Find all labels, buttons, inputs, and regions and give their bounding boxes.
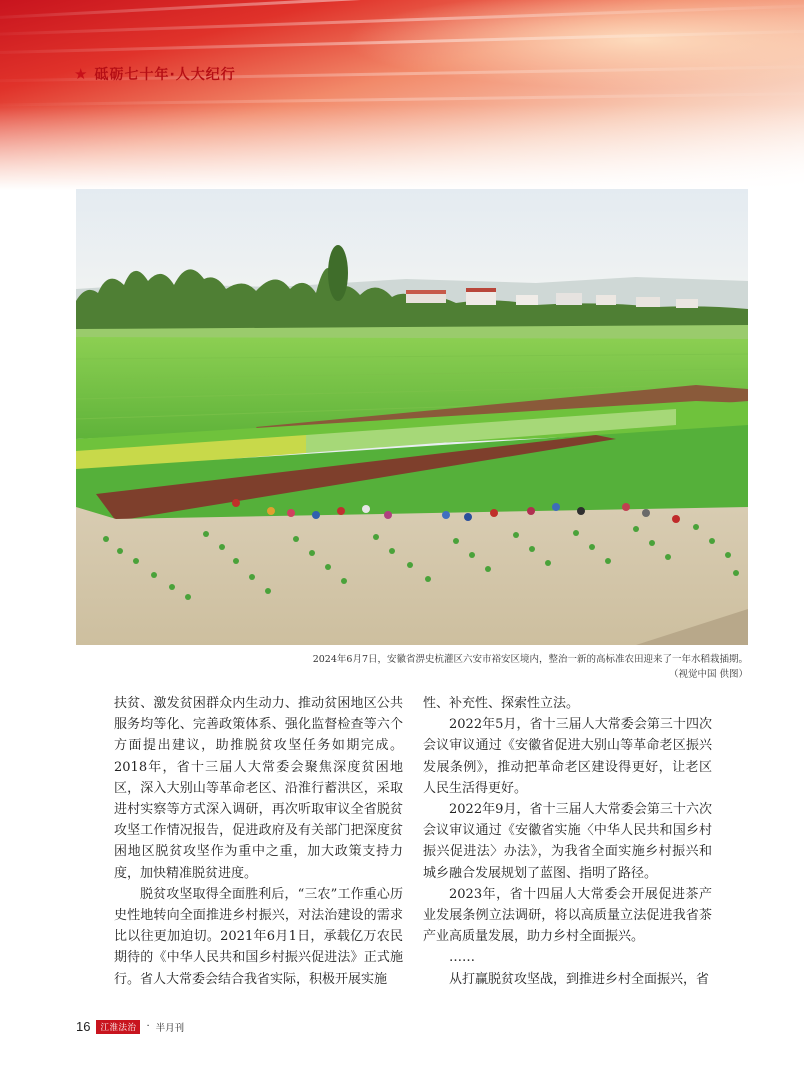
separator: · xyxy=(146,1021,150,1032)
header-banner xyxy=(0,0,804,190)
publication-frequency: 半月刊 xyxy=(155,1022,185,1034)
page-footer xyxy=(76,1019,184,1034)
paragraph: 2022年9月，省十三届人大常委会第三十六次会议审议通过《安徽省实施〈中华人民共和国乡村振兴促进法〉办法》，为我省全面实施乡村振兴和城乡融合发展规划了蓝图、指明了路径。 xyxy=(423,802,712,881)
section-title: 砥砺七十年·人大纪行 xyxy=(94,67,236,83)
paragraph: 2022年5月，省十三届人大常委会第三十四次会议审议通过《安徽省促进大别山等革命老区振兴发展条例》，推动把革命老区建设得更好，让老区人民生活得更好。 xyxy=(423,717,712,796)
caption-text: 2024年6月7日，安徽省淠史杭灌区六安市裕安区境内，整治一新的高标准农田迎来了一年水稻栽插期。 xyxy=(312,654,748,665)
paragraph: 脱贫攻坚取得全面胜利后，“三农”工作重心历史性地转向全面推进乡村振兴，对法治建设的需求比以往更加迫切。2021年6月1日，承载亿万农民期待的《中华人民共和国乡村振兴促进法》正式施行。省人大常委会结合我省实际，积极开展实施 xyxy=(114,886,403,987)
paragraph: 扶贫、激发贫困群众内生动力、推动贫困地区公共服务均等化、完善政策体系、强化监督检查等六个方面提出建议，助推脱贫攻坚任务如期完成。2018年，省十三届人大常委会聚焦深度贫困地区，深入大别山等革命老区、沿淮行蓄洪区，采取进村实察等方式深入调研，再次听取审议全省脱贫攻坚工作情况报告，促进政府及有关部门把深度贫困地区脱贫攻坚作为重中之重，加大政策支持力度，加快精准脱贫进度。 xyxy=(114,696,403,881)
decorative-streak xyxy=(0,28,804,55)
paragraph: 从打赢脱贫攻坚战，到推进乡村全面振兴，省 xyxy=(449,971,710,987)
paragraph: 2023年，省十四届人大常委会开展促进茶产业发展条例立法调研，将以高质量立法促进我省茶产业高质量发展，助力乡村全面振兴。 xyxy=(423,886,712,945)
caption-credit: （视觉中国 供图） xyxy=(668,669,748,680)
photo-caption xyxy=(76,652,748,682)
section-tag xyxy=(74,64,236,84)
flooded-paddy xyxy=(76,507,748,645)
right-column xyxy=(423,693,712,990)
paragraph: …… xyxy=(449,950,475,966)
tall-tree xyxy=(328,245,348,301)
star-icon: ★ xyxy=(74,65,89,83)
decorative-streak xyxy=(0,3,804,37)
decorative-streak xyxy=(0,91,804,107)
photo-illustration xyxy=(76,189,748,645)
left-column xyxy=(114,693,403,990)
magazine-logo: 江淮法治 xyxy=(96,1020,140,1034)
paragraph: 性、补充性、探索性立法。 xyxy=(423,696,580,711)
farmland-photo xyxy=(76,189,748,645)
page-number: 16 xyxy=(76,1019,91,1034)
